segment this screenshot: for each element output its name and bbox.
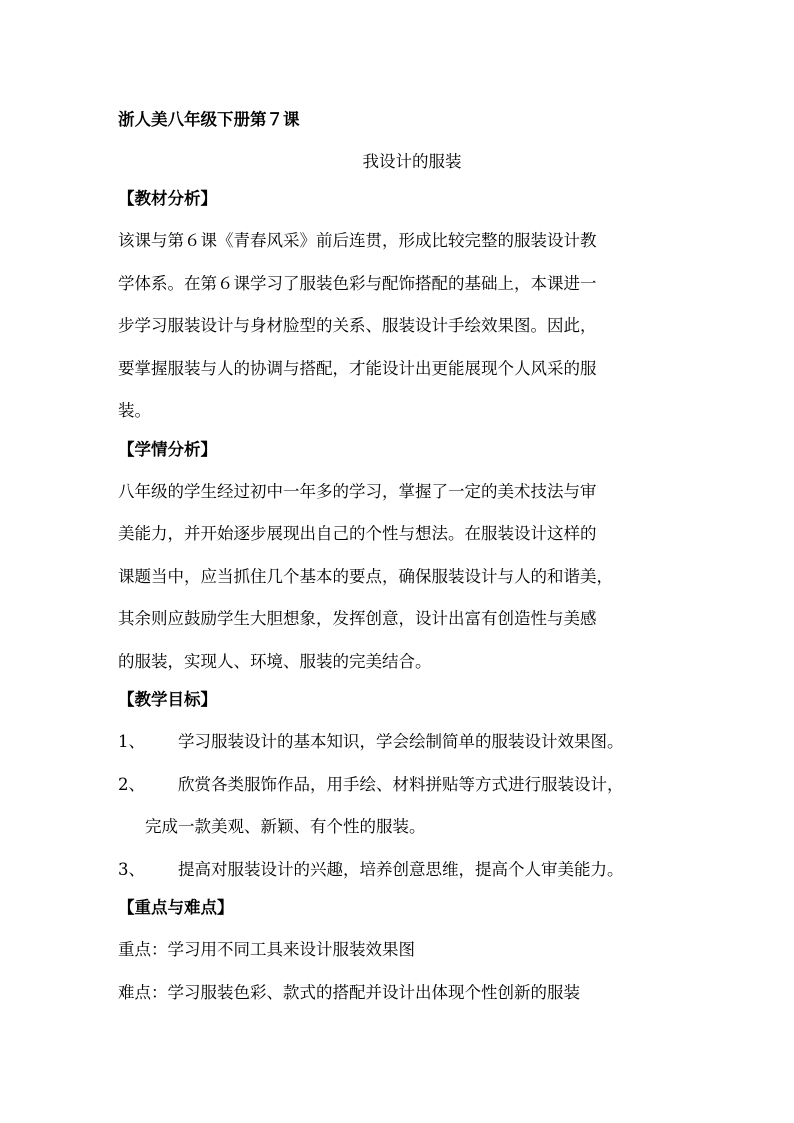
textbook-analysis-paragraph — [118, 220, 674, 433]
paragraph-line: 的服装，实现人、环境、服装的完美结合。 — [118, 651, 432, 671]
paragraph-line: 装。 — [118, 401, 151, 420]
paragraph-line: 课题当中，应当抓住几个基本的要点，确保服装设计与人的和谐美， — [118, 566, 613, 586]
list-item — [118, 849, 674, 892]
document-title: 我设计的服装 — [362, 152, 462, 171]
key-point-line: 重点：学习用不同工具来设计服装效果图 — [118, 940, 415, 959]
section-heading-goals: 【教学目标】 — [118, 690, 217, 709]
goals-list — [118, 721, 674, 891]
list-item-number: 1、 — [118, 732, 145, 751]
paragraph-line: 八年级的学生经过初中一年多的学习，掌握了一定的美术技法与审 — [118, 481, 597, 501]
list-item-text: 欣赏各类服饰作品，用手绘、材料拼贴等方式进行服装设计， — [178, 774, 624, 794]
list-item-text: 提高对服装设计的兴趣，培养创意思维，提高个人审美能力。 — [178, 859, 624, 879]
list-item-number: 3、 — [118, 859, 145, 879]
document-body — [118, 186, 674, 1014]
lesson-header: 浙人美八年级下册第７课 — [118, 110, 300, 129]
list-item — [118, 721, 674, 764]
section-heading-focus: 【重点与难点】 — [118, 898, 234, 917]
list-item-continuation: 完成一款美观、新颖、有个性的服装。 — [145, 817, 426, 836]
paragraph-line: 美能力，并开始逐步展现出自己的个性与想法。在服装设计这样的 — [118, 524, 597, 543]
difficulty-line: 难点：学习服装色彩、款式的搭配并设计出体现个性创新的服装 — [118, 982, 580, 1002]
paragraph-line: 其余则应鼓励学生大胆想象，发挥创意，设计出富有创造性与美感 — [118, 609, 597, 628]
paragraph-line: 该课与第６课《青春风采》前后连贯，形成比较完整的服装设计教 — [118, 231, 597, 250]
list-item-number: 2、 — [118, 774, 145, 794]
student-analysis-paragraph — [118, 471, 674, 684]
section-heading-textbook: 【教材分析】 — [118, 189, 217, 208]
list-item-text: 学习服装设计的基本知识，学会绘制简单的服装设计效果图。 — [178, 732, 624, 751]
paragraph-line: 要掌握服装与人的协调与搭配，才能设计出更能展现个人风采的服 — [118, 358, 597, 378]
paragraph-line: 学体系。在第６课学习了服装色彩与配饰搭配的基础上，本课进一 — [118, 273, 597, 293]
list-item — [118, 764, 674, 849]
section-heading-students: 【学情分析】 — [118, 439, 217, 459]
focus-block — [118, 929, 674, 1014]
paragraph-line: 步学习服装设计与身材脸型的关系、服装设计手绘效果图。因此， — [118, 316, 597, 335]
